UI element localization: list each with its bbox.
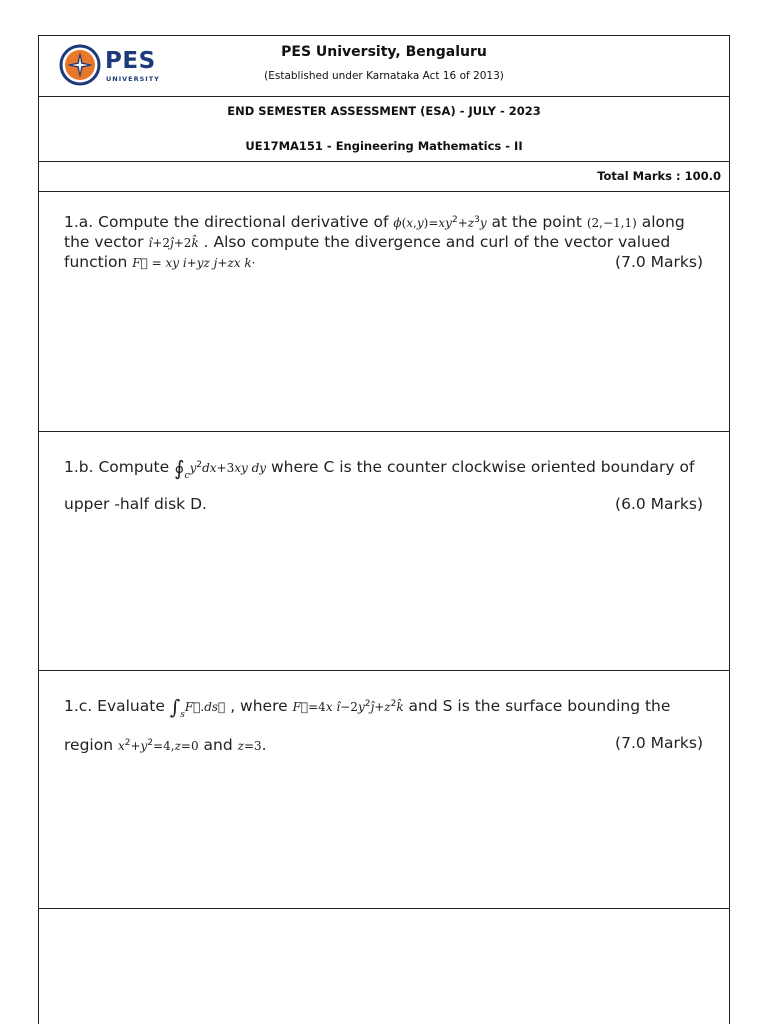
- question-1c-marks: (7.0 Marks): [615, 734, 703, 752]
- course-title: UE17MA151 - Engineering Mathematics - II: [245, 139, 523, 153]
- total-marks: Total Marks : 100.0: [597, 169, 721, 183]
- header-university: [39, 36, 729, 97]
- logo-subtext: UNIVERSITY: [106, 75, 160, 83]
- question-1c: [39, 671, 729, 909]
- question-1a-text: 1.a. Compute the directional derivative of $\phi(x,y)=xy^2+z^3y$ at the point (2,−1,1) along the vector î+2ĵ+2k̂ . Also compute the divergence and curl of the vector valued function F⃗ = xy i+yz j+zx k· (7.0 Marks): [64, 213, 703, 271]
- question-1a-marks: (7.0 Marks): [615, 253, 703, 271]
- question-1b-text: 1.b. Compute $∮_cy^2dx+3xy$ dy where C is the counter clockwise oriented boundary of upper -half disk D. (6.0 Marks): [64, 456, 703, 513]
- question-1c-text: 1.c. Evaluate $\int_sF⃗.ds⃗$ , where F⃗=4x $î-2y^2ĵ+z^2k̂$ and S is the surface bounding the region $x^2+y^2=4,z=0$ and z=3. (7.0 Marks): [64, 695, 703, 754]
- logo-wordmark: PES: [105, 48, 156, 74]
- header-exam: [39, 97, 729, 162]
- university-name: PES University, Bengaluru: [281, 44, 487, 60]
- question-1b: [39, 432, 729, 671]
- exam-page: [38, 35, 730, 1024]
- question-1a: [39, 192, 729, 432]
- established-note: (Established under Karnataka Act 16 of 2013): [264, 70, 504, 82]
- question-1b-marks: (6.0 Marks): [615, 495, 703, 513]
- exam-title: END SEMESTER ASSESSMENT (ESA) - JULY - 2023: [227, 104, 541, 118]
